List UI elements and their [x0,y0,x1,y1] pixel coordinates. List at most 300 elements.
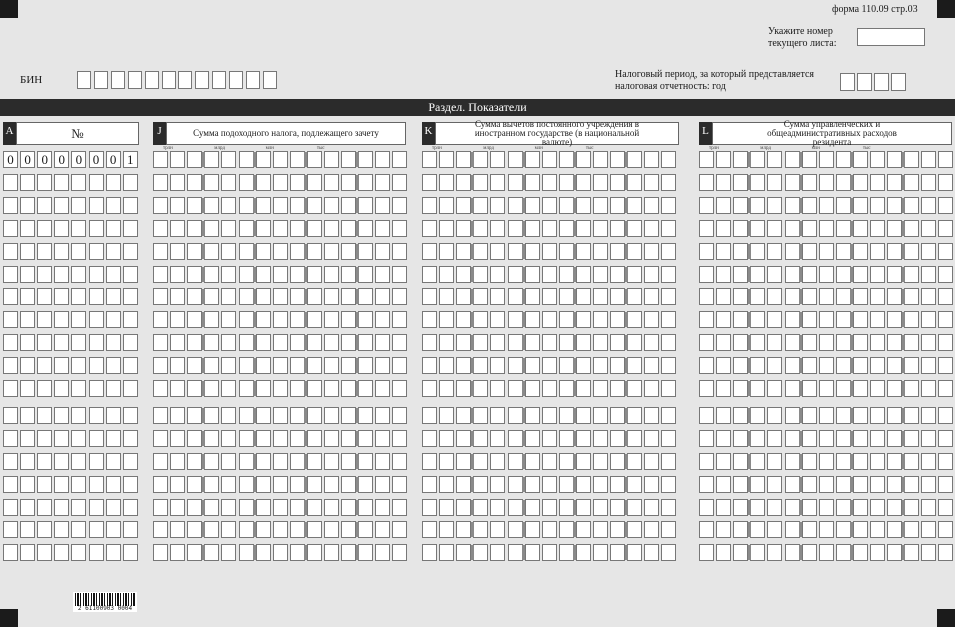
j-amount-cell[interactable] [239,357,254,374]
j-amount-cell[interactable] [392,311,407,328]
l-amount-cell[interactable] [870,197,885,214]
j-amount-cell[interactable] [153,334,168,351]
k-amount-cell[interactable] [439,151,454,168]
k-amount-cell[interactable] [627,288,642,305]
k-amount-cell[interactable] [473,311,488,328]
number-cell[interactable] [123,288,138,305]
number-cell[interactable] [20,220,35,237]
j-amount-cell[interactable] [153,380,168,397]
l-amount-cell[interactable] [904,243,919,260]
j-amount-cell[interactable] [392,521,407,538]
k-amount-cell[interactable] [456,151,471,168]
j-amount-cell[interactable] [239,220,254,237]
l-amount-cell[interactable] [836,311,851,328]
j-amount-cell[interactable] [307,476,322,493]
k-amount-cell[interactable] [439,266,454,283]
l-amount-cell[interactable] [785,407,800,424]
l-amount-cell[interactable] [802,521,817,538]
j-amount-cell[interactable] [392,243,407,260]
j-amount-cell[interactable] [375,220,390,237]
j-amount-cell[interactable] [358,220,373,237]
j-amount-cell[interactable] [375,476,390,493]
l-amount-cell[interactable] [938,197,953,214]
l-amount-cell[interactable] [733,220,748,237]
l-amount-cell[interactable] [767,311,782,328]
j-amount-cell[interactable] [375,407,390,424]
l-amount-cell[interactable] [750,407,765,424]
j-amount-cell[interactable] [239,407,254,424]
number-cell[interactable] [37,311,52,328]
l-amount-cell[interactable] [870,430,885,447]
j-amount-cell[interactable] [341,357,356,374]
l-amount-cell[interactable] [853,430,868,447]
j-amount-cell[interactable] [187,243,202,260]
l-amount-cell[interactable] [887,311,902,328]
l-amount-cell[interactable] [836,197,851,214]
number-cell[interactable] [106,357,121,374]
k-amount-cell[interactable] [627,311,642,328]
j-amount-cell[interactable] [187,544,202,561]
k-amount-cell[interactable] [661,430,676,447]
j-amount-cell[interactable] [153,311,168,328]
j-amount-cell[interactable] [256,521,271,538]
number-cell[interactable] [123,174,138,191]
l-amount-cell[interactable] [938,380,953,397]
number-cell[interactable] [71,220,86,237]
number-cell[interactable] [89,499,104,516]
j-amount-cell[interactable] [239,334,254,351]
j-amount-cell[interactable] [358,407,373,424]
k-amount-cell[interactable] [422,243,437,260]
j-amount-cell[interactable] [170,407,185,424]
j-amount-cell[interactable] [307,151,322,168]
k-amount-cell[interactable] [473,266,488,283]
number-cell[interactable] [3,430,18,447]
j-amount-cell[interactable] [170,380,185,397]
j-amount-cell[interactable] [358,521,373,538]
j-amount-cell[interactable] [273,499,288,516]
j-amount-cell[interactable] [204,288,219,305]
number-cell[interactable] [20,407,35,424]
j-amount-cell[interactable] [324,266,339,283]
j-amount-cell[interactable] [153,288,168,305]
l-amount-cell[interactable] [733,499,748,516]
k-amount-cell[interactable] [576,521,591,538]
l-amount-cell[interactable] [870,151,885,168]
year-cell[interactable] [840,73,855,91]
number-cell[interactable] [20,266,35,283]
k-amount-cell[interactable] [593,453,608,470]
j-amount-cell[interactable] [153,357,168,374]
j-amount-cell[interactable] [341,334,356,351]
l-amount-cell[interactable] [836,453,851,470]
l-amount-cell[interactable] [870,357,885,374]
l-amount-cell[interactable] [904,380,919,397]
j-amount-cell[interactable] [307,311,322,328]
number-cell[interactable] [123,544,138,561]
j-amount-cell[interactable] [187,197,202,214]
j-amount-cell[interactable] [187,151,202,168]
l-amount-cell[interactable] [767,544,782,561]
j-amount-cell[interactable] [170,220,185,237]
j-amount-cell[interactable] [256,266,271,283]
k-amount-cell[interactable] [610,220,625,237]
k-amount-cell[interactable] [525,544,540,561]
l-amount-cell[interactable] [921,407,936,424]
k-amount-cell[interactable] [593,220,608,237]
l-amount-cell[interactable] [785,288,800,305]
number-cell[interactable] [37,499,52,516]
number-cell[interactable] [106,174,121,191]
number-cell[interactable] [71,174,86,191]
j-amount-cell[interactable] [375,430,390,447]
k-amount-cell[interactable] [644,197,659,214]
k-amount-cell[interactable] [422,476,437,493]
row-number-cell[interactable]: 0 [20,151,35,168]
k-amount-cell[interactable] [439,407,454,424]
j-amount-cell[interactable] [341,311,356,328]
k-amount-cell[interactable] [456,197,471,214]
k-amount-cell[interactable] [490,499,505,516]
k-amount-cell[interactable] [525,407,540,424]
k-amount-cell[interactable] [422,430,437,447]
j-amount-cell[interactable] [204,174,219,191]
k-amount-cell[interactable] [644,476,659,493]
l-amount-cell[interactable] [921,357,936,374]
k-amount-cell[interactable] [576,288,591,305]
j-amount-cell[interactable] [375,380,390,397]
j-amount-cell[interactable] [170,521,185,538]
number-cell[interactable] [54,544,69,561]
k-amount-cell[interactable] [559,407,574,424]
k-amount-cell[interactable] [422,311,437,328]
k-amount-cell[interactable] [422,220,437,237]
l-amount-cell[interactable] [938,243,953,260]
l-amount-cell[interactable] [750,499,765,516]
k-amount-cell[interactable] [610,174,625,191]
row-number-cell[interactable]: 0 [3,151,18,168]
k-amount-cell[interactable] [473,151,488,168]
l-amount-cell[interactable] [716,243,731,260]
l-amount-cell[interactable] [767,266,782,283]
l-amount-cell[interactable] [733,476,748,493]
k-amount-cell[interactable] [473,380,488,397]
k-amount-cell[interactable] [627,151,642,168]
l-amount-cell[interactable] [716,197,731,214]
j-amount-cell[interactable] [153,174,168,191]
k-amount-cell[interactable] [627,380,642,397]
l-amount-cell[interactable] [819,380,834,397]
j-amount-cell[interactable] [358,151,373,168]
k-amount-cell[interactable] [661,288,676,305]
j-amount-cell[interactable] [290,453,305,470]
l-amount-cell[interactable] [836,266,851,283]
k-amount-cell[interactable] [525,288,540,305]
j-amount-cell[interactable] [375,499,390,516]
l-amount-cell[interactable] [921,334,936,351]
k-amount-cell[interactable] [542,544,557,561]
j-amount-cell[interactable] [221,288,236,305]
k-amount-cell[interactable] [525,151,540,168]
k-amount-cell[interactable] [644,521,659,538]
number-cell[interactable] [20,243,35,260]
number-cell[interactable] [37,288,52,305]
k-amount-cell[interactable] [439,197,454,214]
j-amount-cell[interactable] [307,544,322,561]
k-amount-cell[interactable] [610,197,625,214]
j-amount-cell[interactable] [221,544,236,561]
year-cell[interactable] [891,73,906,91]
k-amount-cell[interactable] [525,453,540,470]
j-amount-cell[interactable] [290,266,305,283]
j-amount-cell[interactable] [273,288,288,305]
k-amount-cell[interactable] [422,407,437,424]
k-amount-cell[interactable] [593,544,608,561]
j-amount-cell[interactable] [239,243,254,260]
l-amount-cell[interactable] [699,334,714,351]
bin-cell[interactable] [162,71,176,89]
number-cell[interactable] [71,453,86,470]
j-amount-cell[interactable] [153,453,168,470]
k-amount-cell[interactable] [490,197,505,214]
k-amount-cell[interactable] [593,311,608,328]
k-amount-cell[interactable] [456,357,471,374]
number-cell[interactable] [89,197,104,214]
row-number-cell[interactable]: 1 [123,151,138,168]
number-cell[interactable] [71,357,86,374]
l-amount-cell[interactable] [921,499,936,516]
k-amount-cell[interactable] [559,544,574,561]
j-amount-cell[interactable] [358,266,373,283]
l-amount-cell[interactable] [733,197,748,214]
j-amount-cell[interactable] [187,220,202,237]
j-amount-cell[interactable] [273,311,288,328]
l-amount-cell[interactable] [887,407,902,424]
j-amount-cell[interactable] [358,430,373,447]
l-amount-cell[interactable] [938,544,953,561]
number-cell[interactable] [3,288,18,305]
l-amount-cell[interactable] [733,174,748,191]
k-amount-cell[interactable] [644,407,659,424]
l-amount-cell[interactable] [938,311,953,328]
j-amount-cell[interactable] [358,453,373,470]
l-amount-cell[interactable] [904,174,919,191]
number-cell[interactable] [3,476,18,493]
j-amount-cell[interactable] [324,197,339,214]
l-amount-cell[interactable] [819,334,834,351]
k-amount-cell[interactable] [508,151,523,168]
k-amount-cell[interactable] [559,151,574,168]
k-amount-cell[interactable] [456,174,471,191]
k-amount-cell[interactable] [610,430,625,447]
l-amount-cell[interactable] [699,499,714,516]
k-amount-cell[interactable] [576,151,591,168]
k-amount-cell[interactable] [525,266,540,283]
j-amount-cell[interactable] [239,499,254,516]
l-amount-cell[interactable] [887,334,902,351]
j-amount-cell[interactable] [273,174,288,191]
k-amount-cell[interactable] [542,151,557,168]
j-amount-cell[interactable] [392,151,407,168]
j-amount-cell[interactable] [273,197,288,214]
l-amount-cell[interactable] [836,380,851,397]
number-cell[interactable] [123,453,138,470]
k-amount-cell[interactable] [542,174,557,191]
l-amount-cell[interactable] [836,334,851,351]
k-amount-cell[interactable] [559,197,574,214]
l-amount-cell[interactable] [904,288,919,305]
l-amount-cell[interactable] [767,220,782,237]
l-amount-cell[interactable] [785,544,800,561]
k-amount-cell[interactable] [627,476,642,493]
k-amount-cell[interactable] [456,243,471,260]
number-cell[interactable] [89,407,104,424]
k-amount-cell[interactable] [473,544,488,561]
k-amount-cell[interactable] [661,544,676,561]
k-amount-cell[interactable] [542,380,557,397]
j-amount-cell[interactable] [358,197,373,214]
l-amount-cell[interactable] [785,476,800,493]
k-amount-cell[interactable] [644,288,659,305]
l-amount-cell[interactable] [802,311,817,328]
number-cell[interactable] [89,476,104,493]
l-amount-cell[interactable] [921,544,936,561]
number-cell[interactable] [89,430,104,447]
j-amount-cell[interactable] [324,430,339,447]
number-cell[interactable] [89,266,104,283]
l-amount-cell[interactable] [733,288,748,305]
k-amount-cell[interactable] [473,357,488,374]
j-amount-cell[interactable] [307,521,322,538]
j-amount-cell[interactable] [290,220,305,237]
j-amount-cell[interactable] [187,174,202,191]
j-amount-cell[interactable] [392,288,407,305]
j-amount-cell[interactable] [290,357,305,374]
number-cell[interactable] [54,499,69,516]
k-amount-cell[interactable] [576,453,591,470]
j-amount-cell[interactable] [221,407,236,424]
j-amount-cell[interactable] [290,544,305,561]
l-amount-cell[interactable] [767,476,782,493]
k-amount-cell[interactable] [422,174,437,191]
number-cell[interactable] [89,174,104,191]
k-amount-cell[interactable] [456,334,471,351]
j-amount-cell[interactable] [324,220,339,237]
number-cell[interactable] [54,311,69,328]
l-amount-cell[interactable] [819,151,834,168]
l-amount-cell[interactable] [938,288,953,305]
l-amount-cell[interactable] [836,357,851,374]
j-amount-cell[interactable] [290,521,305,538]
j-amount-cell[interactable] [256,334,271,351]
j-amount-cell[interactable] [187,357,202,374]
j-amount-cell[interactable] [290,334,305,351]
number-cell[interactable] [123,380,138,397]
l-amount-cell[interactable] [819,499,834,516]
j-amount-cell[interactable] [341,430,356,447]
l-amount-cell[interactable] [836,220,851,237]
k-amount-cell[interactable] [644,380,659,397]
j-amount-cell[interactable] [170,266,185,283]
k-amount-cell[interactable] [508,334,523,351]
number-cell[interactable] [106,476,121,493]
number-cell[interactable] [20,499,35,516]
k-amount-cell[interactable] [627,357,642,374]
l-amount-cell[interactable] [750,266,765,283]
k-amount-cell[interactable] [559,266,574,283]
l-amount-cell[interactable] [819,407,834,424]
l-amount-cell[interactable] [802,266,817,283]
k-amount-cell[interactable] [627,521,642,538]
number-cell[interactable] [20,521,35,538]
k-amount-cell[interactable] [490,357,505,374]
number-cell[interactable] [71,197,86,214]
k-amount-cell[interactable] [610,544,625,561]
number-cell[interactable] [54,357,69,374]
k-amount-cell[interactable] [473,197,488,214]
j-amount-cell[interactable] [324,407,339,424]
j-amount-cell[interactable] [187,380,202,397]
j-amount-cell[interactable] [187,521,202,538]
j-amount-cell[interactable] [358,334,373,351]
j-amount-cell[interactable] [392,266,407,283]
l-amount-cell[interactable] [921,288,936,305]
k-amount-cell[interactable] [661,499,676,516]
k-amount-cell[interactable] [542,407,557,424]
j-amount-cell[interactable] [221,380,236,397]
k-amount-cell[interactable] [610,499,625,516]
k-amount-cell[interactable] [508,243,523,260]
l-amount-cell[interactable] [904,220,919,237]
k-amount-cell[interactable] [593,243,608,260]
number-cell[interactable] [71,288,86,305]
l-amount-cell[interactable] [887,544,902,561]
k-amount-cell[interactable] [439,357,454,374]
number-cell[interactable] [71,407,86,424]
j-amount-cell[interactable] [256,544,271,561]
k-amount-cell[interactable] [508,453,523,470]
j-amount-cell[interactable] [256,243,271,260]
l-amount-cell[interactable] [716,288,731,305]
number-cell[interactable] [3,499,18,516]
j-amount-cell[interactable] [358,311,373,328]
j-amount-cell[interactable] [153,544,168,561]
l-amount-cell[interactable] [785,266,800,283]
k-amount-cell[interactable] [490,174,505,191]
l-amount-cell[interactable] [938,174,953,191]
k-amount-cell[interactable] [627,197,642,214]
k-amount-cell[interactable] [439,380,454,397]
l-amount-cell[interactable] [904,197,919,214]
number-cell[interactable] [37,407,52,424]
number-cell[interactable] [106,334,121,351]
j-amount-cell[interactable] [324,380,339,397]
number-cell[interactable] [106,453,121,470]
l-amount-cell[interactable] [785,220,800,237]
k-amount-cell[interactable] [644,334,659,351]
j-amount-cell[interactable] [290,288,305,305]
l-amount-cell[interactable] [887,243,902,260]
number-cell[interactable] [106,430,121,447]
l-amount-cell[interactable] [716,311,731,328]
j-amount-cell[interactable] [256,288,271,305]
l-amount-cell[interactable] [716,266,731,283]
k-amount-cell[interactable] [490,407,505,424]
l-amount-cell[interactable] [870,544,885,561]
number-cell[interactable] [89,334,104,351]
j-amount-cell[interactable] [221,334,236,351]
j-amount-cell[interactable] [341,220,356,237]
